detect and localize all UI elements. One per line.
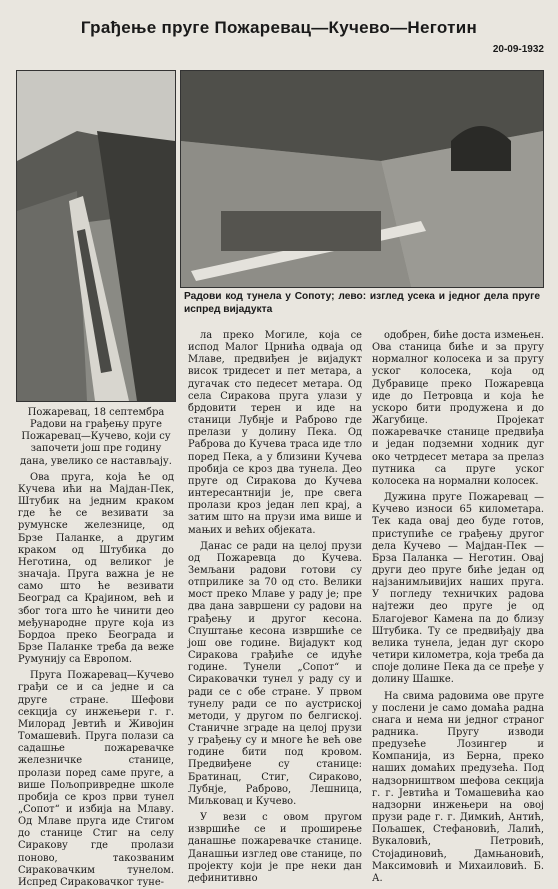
dateline-paragraph: Пожаревац, 18 септембра Радови на грађењу пруге Пожаревац—Кучево, који су започети још пре годину дана, увелико се настављају. bbox=[20, 407, 172, 467]
photo-caption: Радови код тунела у Сопоту; лево: изглед усека и једног дела пруге испред вијадукта bbox=[184, 291, 540, 315]
body-paragraph: У вези с овом пругом извршиће се и проширење данашње пожаревачке станице. Данашњи изглед ове станице, по пројекту који је пре неки дан дефинитивно bbox=[188, 812, 362, 884]
body-paragraph: одобрен, биће доста измењен. Ова станица биће и за пругу нормалног колосека и за пругу уског колосека, која од Дубравице преко Пожаревца иде до Петровца и која ће ускоро бити продужена и до Жагубице. Пројекат пожаревачке станице предвиђа и један подземни ходник дуг око четрдесет метара за прелаз путника са пруге уског колосека на нормални колосек. bbox=[372, 330, 544, 487]
article-title: Грађење пруге Пожаревац—Кучево—Неготин bbox=[80, 18, 478, 37]
body-paragraph: Данас се ради на целој прузи од Пожаревца до Кучева. Земљани радови готови су отприлике за 70 од сто. Велики мост преко Млаве у раду је; пре два дана завршени су радови на грађењу и другог кесона. Спуштање кесона извршиће се још ове године. Вијадукт код Сиракова грађиће се идуће године. Тунели „Сопот“ и Сираковачки тунел у раду су и ради се с обе стране. У првом тунелу ради се по аустриској методи, у другом по белгиској. Станичне зграде на целој прузи у грађењу су и многе ће већ ове године бити под кровом. Предвиђене су станице: Братинац, Стиг, Сираково, Лубнје, Раброво, Лешница, Миљковац и Кучево. bbox=[188, 540, 362, 807]
publication-date: 20-09-1932 bbox=[492, 44, 544, 55]
body-paragraph: На свима радовима ове пруге у послени је само домаћа радна снага и нема ни једног страног радника. Пругу изводи предузеће Лозингер и Компанија, из Берна, преко наших домаћих предузећа. Под надзорништвом шефова секција г. г. Јевтића и Томашевића као надзорни инжењери на овој прузи раде г. г. Димкић, Антић, Пољашек, Стефановић, Лалић, Вукаловић, Петровић, Стојадиновић, Дамњановић, Максимовић и Михаиловић. Б. А. bbox=[372, 690, 544, 884]
tunnel-works-photo bbox=[180, 70, 544, 288]
railway-cut-photo bbox=[16, 70, 176, 402]
body-paragraph: ла преко Могиле, која се испод Малог Црнића одваја од Млаве, предвиђен је вијадукт висок тридесет и пет метара, а дугачак сто педесет метара. Од села Сиракова пруга улази у брдовити терен и иде на станици Лубнје и Раброво где прелази у долину Пека. Од Раброва до Кучева траса иде тло поред Пека, а у близини Кучева пробија се кроз два тунела. Део пруге од Сиракова до Кучева интересантнији је, пре свега пролази кроз један леп крај, а затим што на прузи има више и мањих и већих објеката. bbox=[188, 330, 362, 536]
article-column-3 bbox=[372, 330, 544, 885]
article-column-2 bbox=[188, 330, 362, 885]
body-paragraph: Дужина пруге Пожаревац — Кучево износи 65 километара. Тек када овај део буде готов, приступиће се грађењу другог дела Кучево — Мајдан-Пек — Брза Паланка — Неготин. Овај други део пруге биће један од најзанимљивијих наших пруга. У погледу техничких радова најтежи део пруге је од Благојевог Камена па до близу Штубика. Ту се предвиђају два велика тунела, један дуг скоро четири километра, која треба да споје долине Пека да се пређе у долину Шашке. bbox=[372, 492, 544, 686]
body-paragraph: Ова пруга, која ће од Кучева ићи на Мајдан-Пек, Штубик на једним краком где ће се везивати за румунске железнице, од Брзе Паланке, а другим краком од Штубика до Неготина, од великог је значаја. Пруга важна је не само што ће везивати Београд са Крајином, већ и због тога што ће чинити део међународне пруге која из Бордоа преко Београда и Брзе Паланке треба да веже Румунију са Европом. bbox=[18, 471, 174, 666]
article-column-1 bbox=[18, 407, 174, 889]
body-paragraph: Пруга Пожаревац—Кучево грађи се и са једне и са друге стране. Шефови секција су инжењери г. г. Милорад Јевтић и Живојин Томашевић. Пруга полази са садашње пожаревачке железничке станице, пролази поред саме пруге, а више Пољопривредне школе пробија се кроз први тунел „Сопот“ и избија на Млаву. Од Млаве пруга иде Стигом до станице Стиг на селу Сиракову где пролази поново, такозваним Сираковачким тунелом. Испред Сираковачког туне- bbox=[18, 670, 174, 888]
